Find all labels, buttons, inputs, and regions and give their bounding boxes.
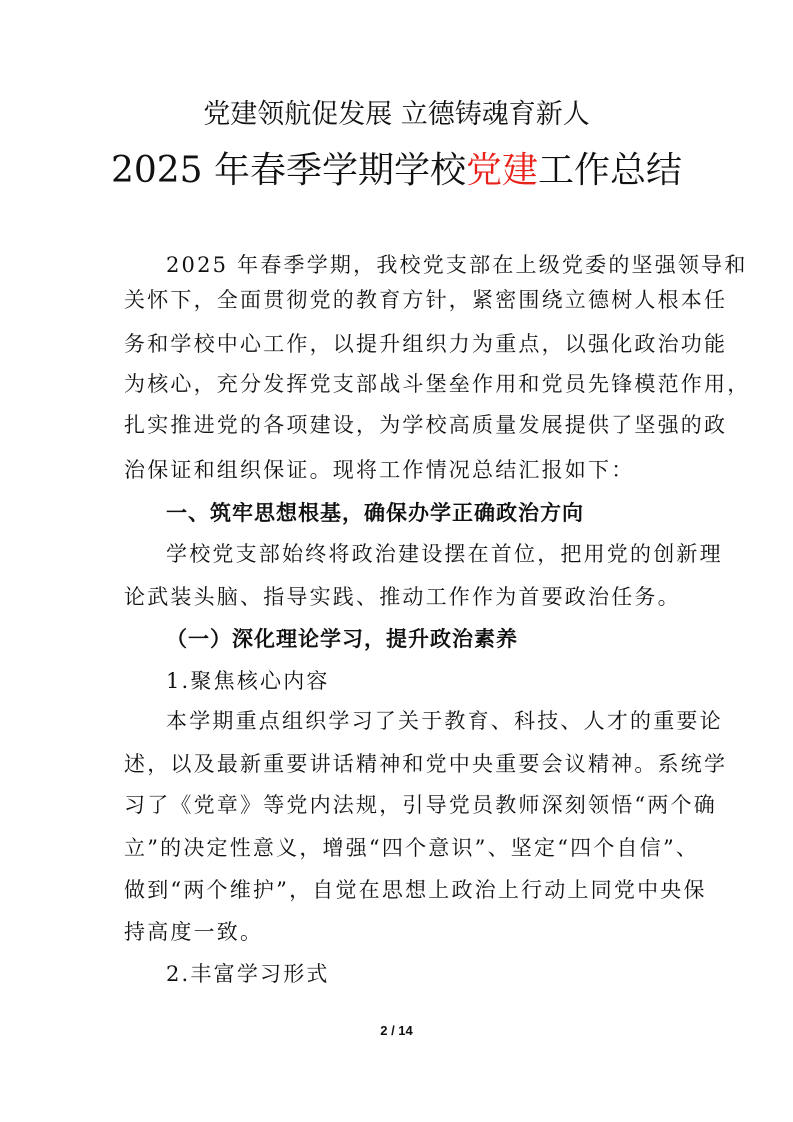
- item-heading: 2.丰富学习形式: [166, 962, 330, 986]
- paragraph-line: 立”的决定性意义，增强“四个意识”、坚定“四个自信”、: [124, 836, 700, 860]
- document-title: [0, 148, 793, 194]
- section-heading: 一、筑牢思想根基，确保办学正确政治方向: [166, 501, 584, 525]
- paragraph-line: 论武装头脑、指导实践、推动工作作为首要政治任务。: [124, 585, 681, 609]
- paragraph-line: 持高度一致。: [124, 920, 264, 944]
- title-highlight: 党建: [466, 150, 539, 191]
- page-number: 2 / 14: [380, 1023, 413, 1038]
- paragraph-line: 2025 年春季学期，我校党支部在上级党委的坚强领导和: [166, 253, 748, 277]
- document-subtitle: 党建领航促发展 立德铸魂育新人: [203, 99, 590, 130]
- paragraph-line: 述，以及最新重要讲话精神和党中央重要会议精神。系统学: [124, 752, 728, 776]
- item-heading: 1.聚焦核心内容: [166, 669, 330, 693]
- title-suffix: 工作总结: [538, 150, 683, 191]
- subsection-heading: （一）深化理论学习，提升政治素养: [166, 627, 518, 651]
- paragraph-line: 扎实推进党的各项建设，为学校高质量发展提供了坚强的政: [124, 413, 728, 437]
- paragraph-line: 做到“两个维护”，自觉在思想上政治上行动上同党中央保: [124, 878, 707, 902]
- paragraph-line: 务和学校中心工作，以提升组织力为重点，以强化政治功能: [124, 332, 728, 356]
- paragraph-line: 学校党支部始终将政治建设摆在首位，把用党的创新理: [166, 542, 723, 566]
- paragraph-line: 关怀下，全面贯彻党的教育方针，紧密围绕立德树人根本任: [124, 288, 728, 312]
- paragraph-line: 本学期重点组织学习了关于教育、科技、人才的重要论: [166, 709, 723, 733]
- paragraph-line: 习了《党章》等党内法规，引导党员教师深刻领悟“两个确: [124, 793, 717, 817]
- paragraph-line: 为核心，充分发挥党支部战斗堡垒作用和党员先锋模范作用，: [124, 372, 751, 396]
- paragraph-line: 治保证和组织保证。现将工作情况总结汇报如下：: [124, 458, 635, 482]
- title-prefix: 2025 年春季学期学校: [110, 150, 467, 191]
